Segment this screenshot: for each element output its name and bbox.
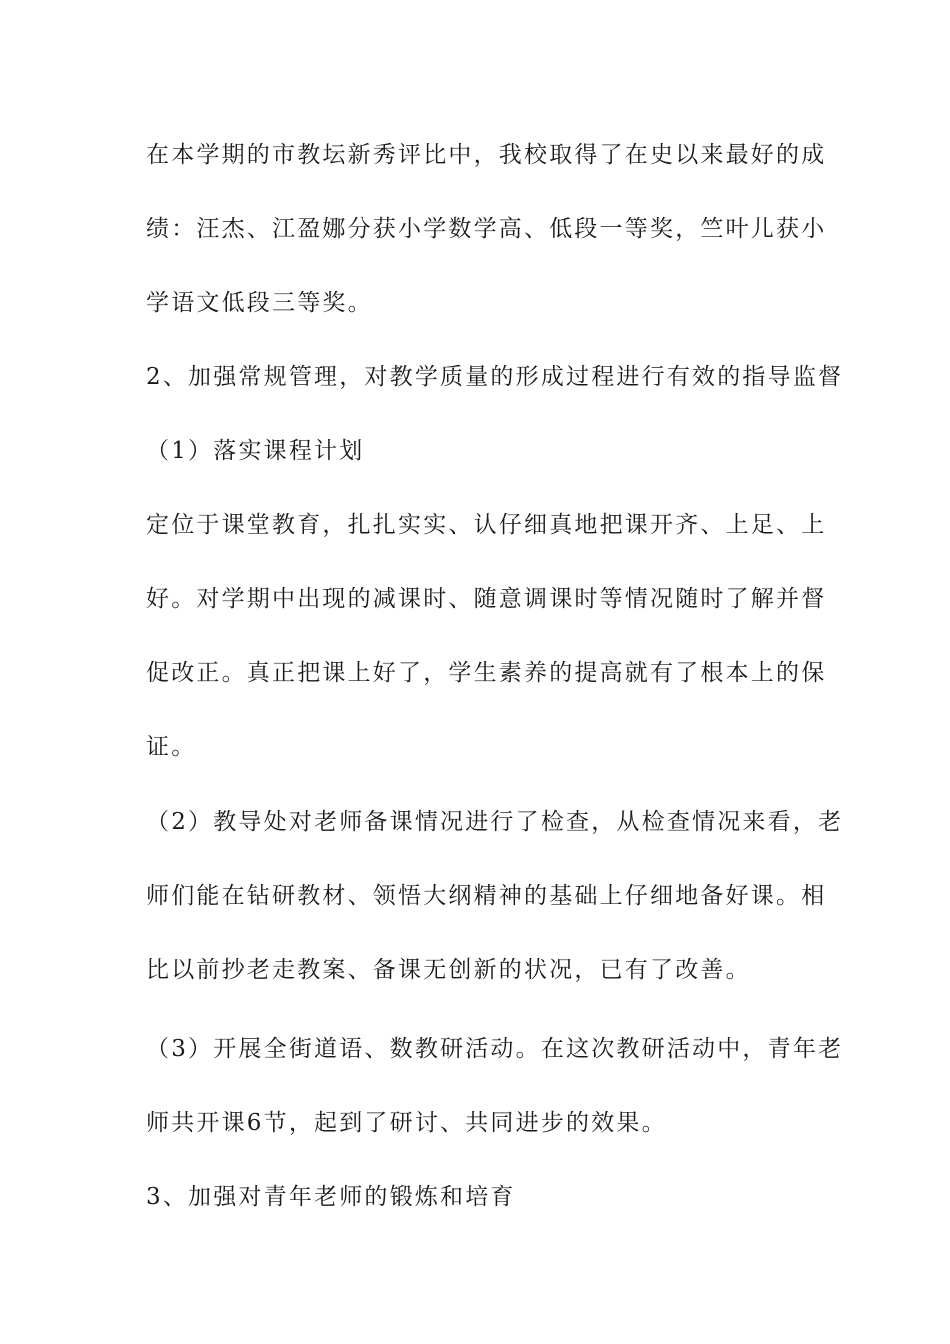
paragraph-line: （2）教导处对老师备课情况进行了检查，从检查情况来看，老 [146,809,844,835]
subsection-heading: （1）落实课程计划 [146,438,365,464]
paragraph-line: 比以前抄老走教案、备课无创新的状况，已有了改善。 [146,957,751,983]
paragraph-line: 证。 [146,734,197,760]
paragraph-line: 学语文低段三等奖。 [146,290,373,316]
paragraph-line: 在本学期的市教坛新秀评比中，我校取得了在史以来最好的成 [146,142,827,168]
paragraph-line: 好。对学期中出现的减课时、随意调课时等情况随时了解并督 [146,586,827,612]
section-heading: 3、加强对青年老师的锻炼和培育 [146,1184,516,1210]
paragraph-line: 绩：汪杰、江盈娜分获小学数学高、低段一等奖，竺叶儿获小 [146,216,827,242]
paragraph-line: 定位于课堂教育，扎扎实实、认仔细真地把课开齐、上足、上 [146,512,827,538]
paragraph-line: 促改正。真正把课上好了，学生素养的提高就有了根本上的保 [146,660,827,686]
paragraph-line: 师们能在钻研教材、领悟大纲精神的基础上仔细地备好课。相 [146,883,827,909]
paragraph-line: （3）开展全街道语、数教研活动。在这次教研活动中，青年老 [146,1036,844,1062]
section-heading: 2、加强常规管理，对教学质量的形成过程进行有效的指导监督 [146,364,844,390]
paragraph-line: 师共开课6节，起到了研讨、共同进步的效果。 [146,1110,667,1136]
